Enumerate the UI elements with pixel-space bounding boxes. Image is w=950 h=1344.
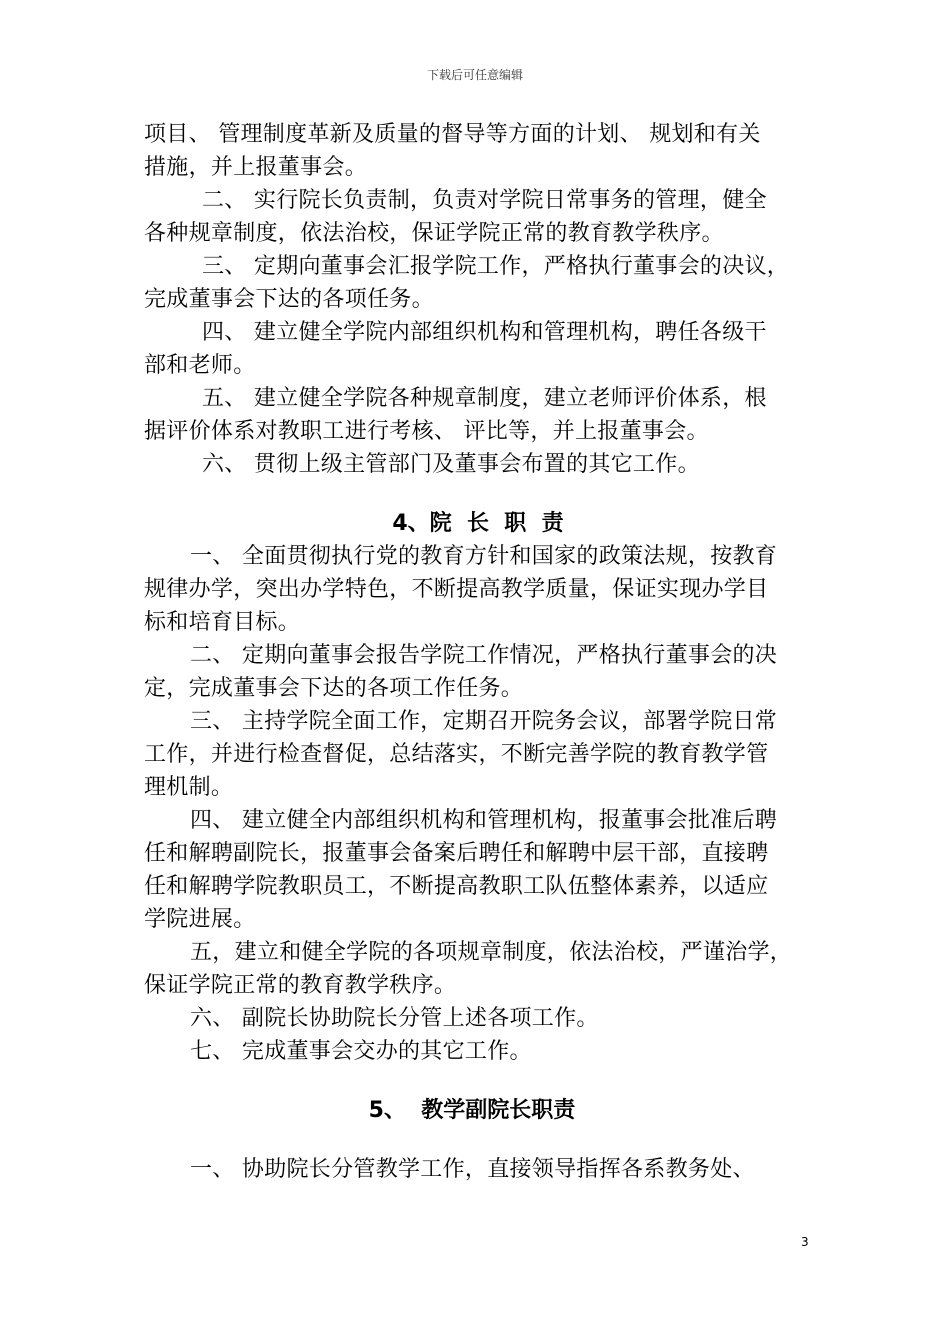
paragraph-line: 二、 定期向董事会报告学院工作情况，严格执行董事会的决	[190, 643, 778, 668]
paragraph-line: 任和解聘副院长，报董事会备案后聘任和解聘中层干部，直接聘	[144, 841, 769, 866]
section-heading-4: 4、院 长 职 责	[392, 511, 564, 536]
paragraph-line: 三、 主持学院全面工作，定期召开院务会议，部署学院日常	[190, 709, 778, 734]
paragraph-line: 五、 建立健全学院各种规章制度，建立老师评价体系，根	[202, 386, 767, 411]
section-heading-5: 5、 教学副院长职责	[368, 1098, 576, 1123]
paragraph-line: 五，建立和健全学院的各项规章制度，依法治校，严谨治学，	[190, 940, 793, 965]
paragraph-line: 据评价体系对教职工进行考核、 评比等，并上报董事会。	[144, 419, 709, 444]
paragraph-line: 六、 副院长协助院长分管上述各项工作。	[190, 1006, 599, 1031]
paragraph-line: 三、 定期向董事会汇报学院工作，严格执行董事会的决议，	[202, 254, 790, 279]
paragraph-line: 二、 实行院长负责制，负责对学院日常事务的管理，健全	[202, 188, 767, 213]
document-body	[144, 118, 812, 1186]
paragraph-line: 标和培育目标。	[144, 610, 301, 635]
paragraph-line: 规律办学，突出办学特色，不断提高教学质量，保证实现办学目	[144, 577, 769, 602]
paragraph-line: 学院进展。	[144, 907, 256, 932]
paragraph-line: 完成董事会下达的各项任务。	[144, 287, 434, 312]
page-number: 3	[801, 1235, 809, 1249]
paragraph-line: 理机制。	[144, 775, 234, 800]
paragraph-line: 四、 建立健全内部组织机构和管理机构，报董事会批准后聘	[190, 808, 778, 833]
paragraph-line: 项目、 管理制度革新及质量的督导等方面的计划、 规划和有关	[144, 122, 761, 147]
paragraph-line: 各种规章制度，依法治校，保证学院正常的教育教学秩序。	[144, 221, 724, 246]
paragraph-line: 一、 全面贯彻执行党的教育方针和国家的政策法规，按教育	[190, 544, 778, 569]
paragraph-line: 七、 完成董事会交办的其它工作。	[190, 1039, 532, 1064]
paragraph-line: 部和老师。	[144, 353, 256, 378]
paragraph-line: 任和解聘学院教职员工，不断提高教职工队伍整体素养，以适应	[144, 874, 769, 899]
paragraph-line: 保证学院正常的教育教学秩序。	[144, 973, 457, 998]
page-header: 下载后可任意编辑	[426, 68, 523, 82]
paragraph-line: 定，完成董事会下达的各项工作任务。	[144, 676, 524, 701]
paragraph-line: 一、 协助院长分管教学工作，直接领导指挥各系教务处、	[190, 1157, 755, 1182]
paragraph-line: 四、 建立健全学院内部组织机构和管理机构，聘任各级干	[202, 320, 767, 345]
paragraph-line: 工作，并进行检查督促，总结落实，不断完善学院的教育教学管	[144, 742, 769, 767]
paragraph-line: 措施，并上报董事会。	[144, 155, 368, 180]
paragraph-line: 六、 贯彻上级主管部门及董事会布置的其它工作。	[202, 452, 700, 477]
